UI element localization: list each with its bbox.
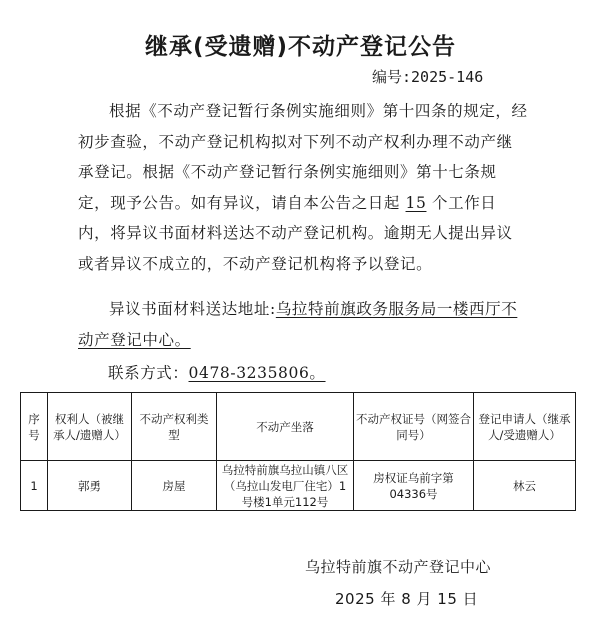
cell-serial: 1 [21,461,48,511]
contact-phone: 0478-3235806。 [188,364,326,382]
header-serial: 序号 [21,393,48,461]
address-label: 异议书面材料送达地址: [109,300,276,318]
cell-certificate-no: 房权证乌前字第04336号 [354,461,474,511]
header-location: 不动产坐落 [217,393,354,461]
cell-right-type: 房屋 [132,461,217,511]
header-applicant: 登记申请人（继承人/受遗赠人） [474,393,576,461]
objection-days: 15 [405,193,427,212]
notice-body-paragraph [78,96,528,279]
address-paragraph [78,294,528,355]
cell-right-holder: 郭勇 [48,461,132,511]
issuing-organization: 乌拉特前旗不动产登记中心 [305,558,492,576]
property-table [20,392,576,511]
header-certificate-no: 不动产权证号（网签合同号） [354,393,474,461]
contact-line [108,361,326,383]
body-text-after-days: 个工作日内，将异议书面材料送达不动产登记机构。逾期无人提出异议或者异议不成立的，不动产登记机构将予以登记。 [78,193,513,273]
body-text-before-days: 根据《不动产登记暂行条例实施细则》第十四条的规定，经初步查验，不动产登记机构拟对下列不动产权利办理不动产继承登记。根据《不动产登记暂行条例实施细则》第十七条规定，现予公告。如有异议，请自本公告之日起 [78,102,528,212]
address-value: 乌拉特前旗政务服务局一楼西厅不动产登记中心。 [78,300,518,349]
notice-title: 继承(受遗赠)不动产登记公告 [144,34,457,60]
contact-label: 联系方式： [108,364,189,382]
cell-location: 乌拉特前旗乌拉山镇八区（乌拉山发电厂住宅）1号楼1单元112号 [217,461,354,511]
header-right-type: 不动产权利类型 [132,393,217,461]
issue-date: 2025 年 8 月 15 日 [335,590,479,608]
cell-applicant: 林云 [474,461,576,511]
document-number: 编号:2025-146 [372,68,484,86]
header-right-holder: 权利人（被继承人/遗赠人） [48,393,132,461]
table-header-row [21,393,576,461]
table-row [21,461,576,511]
